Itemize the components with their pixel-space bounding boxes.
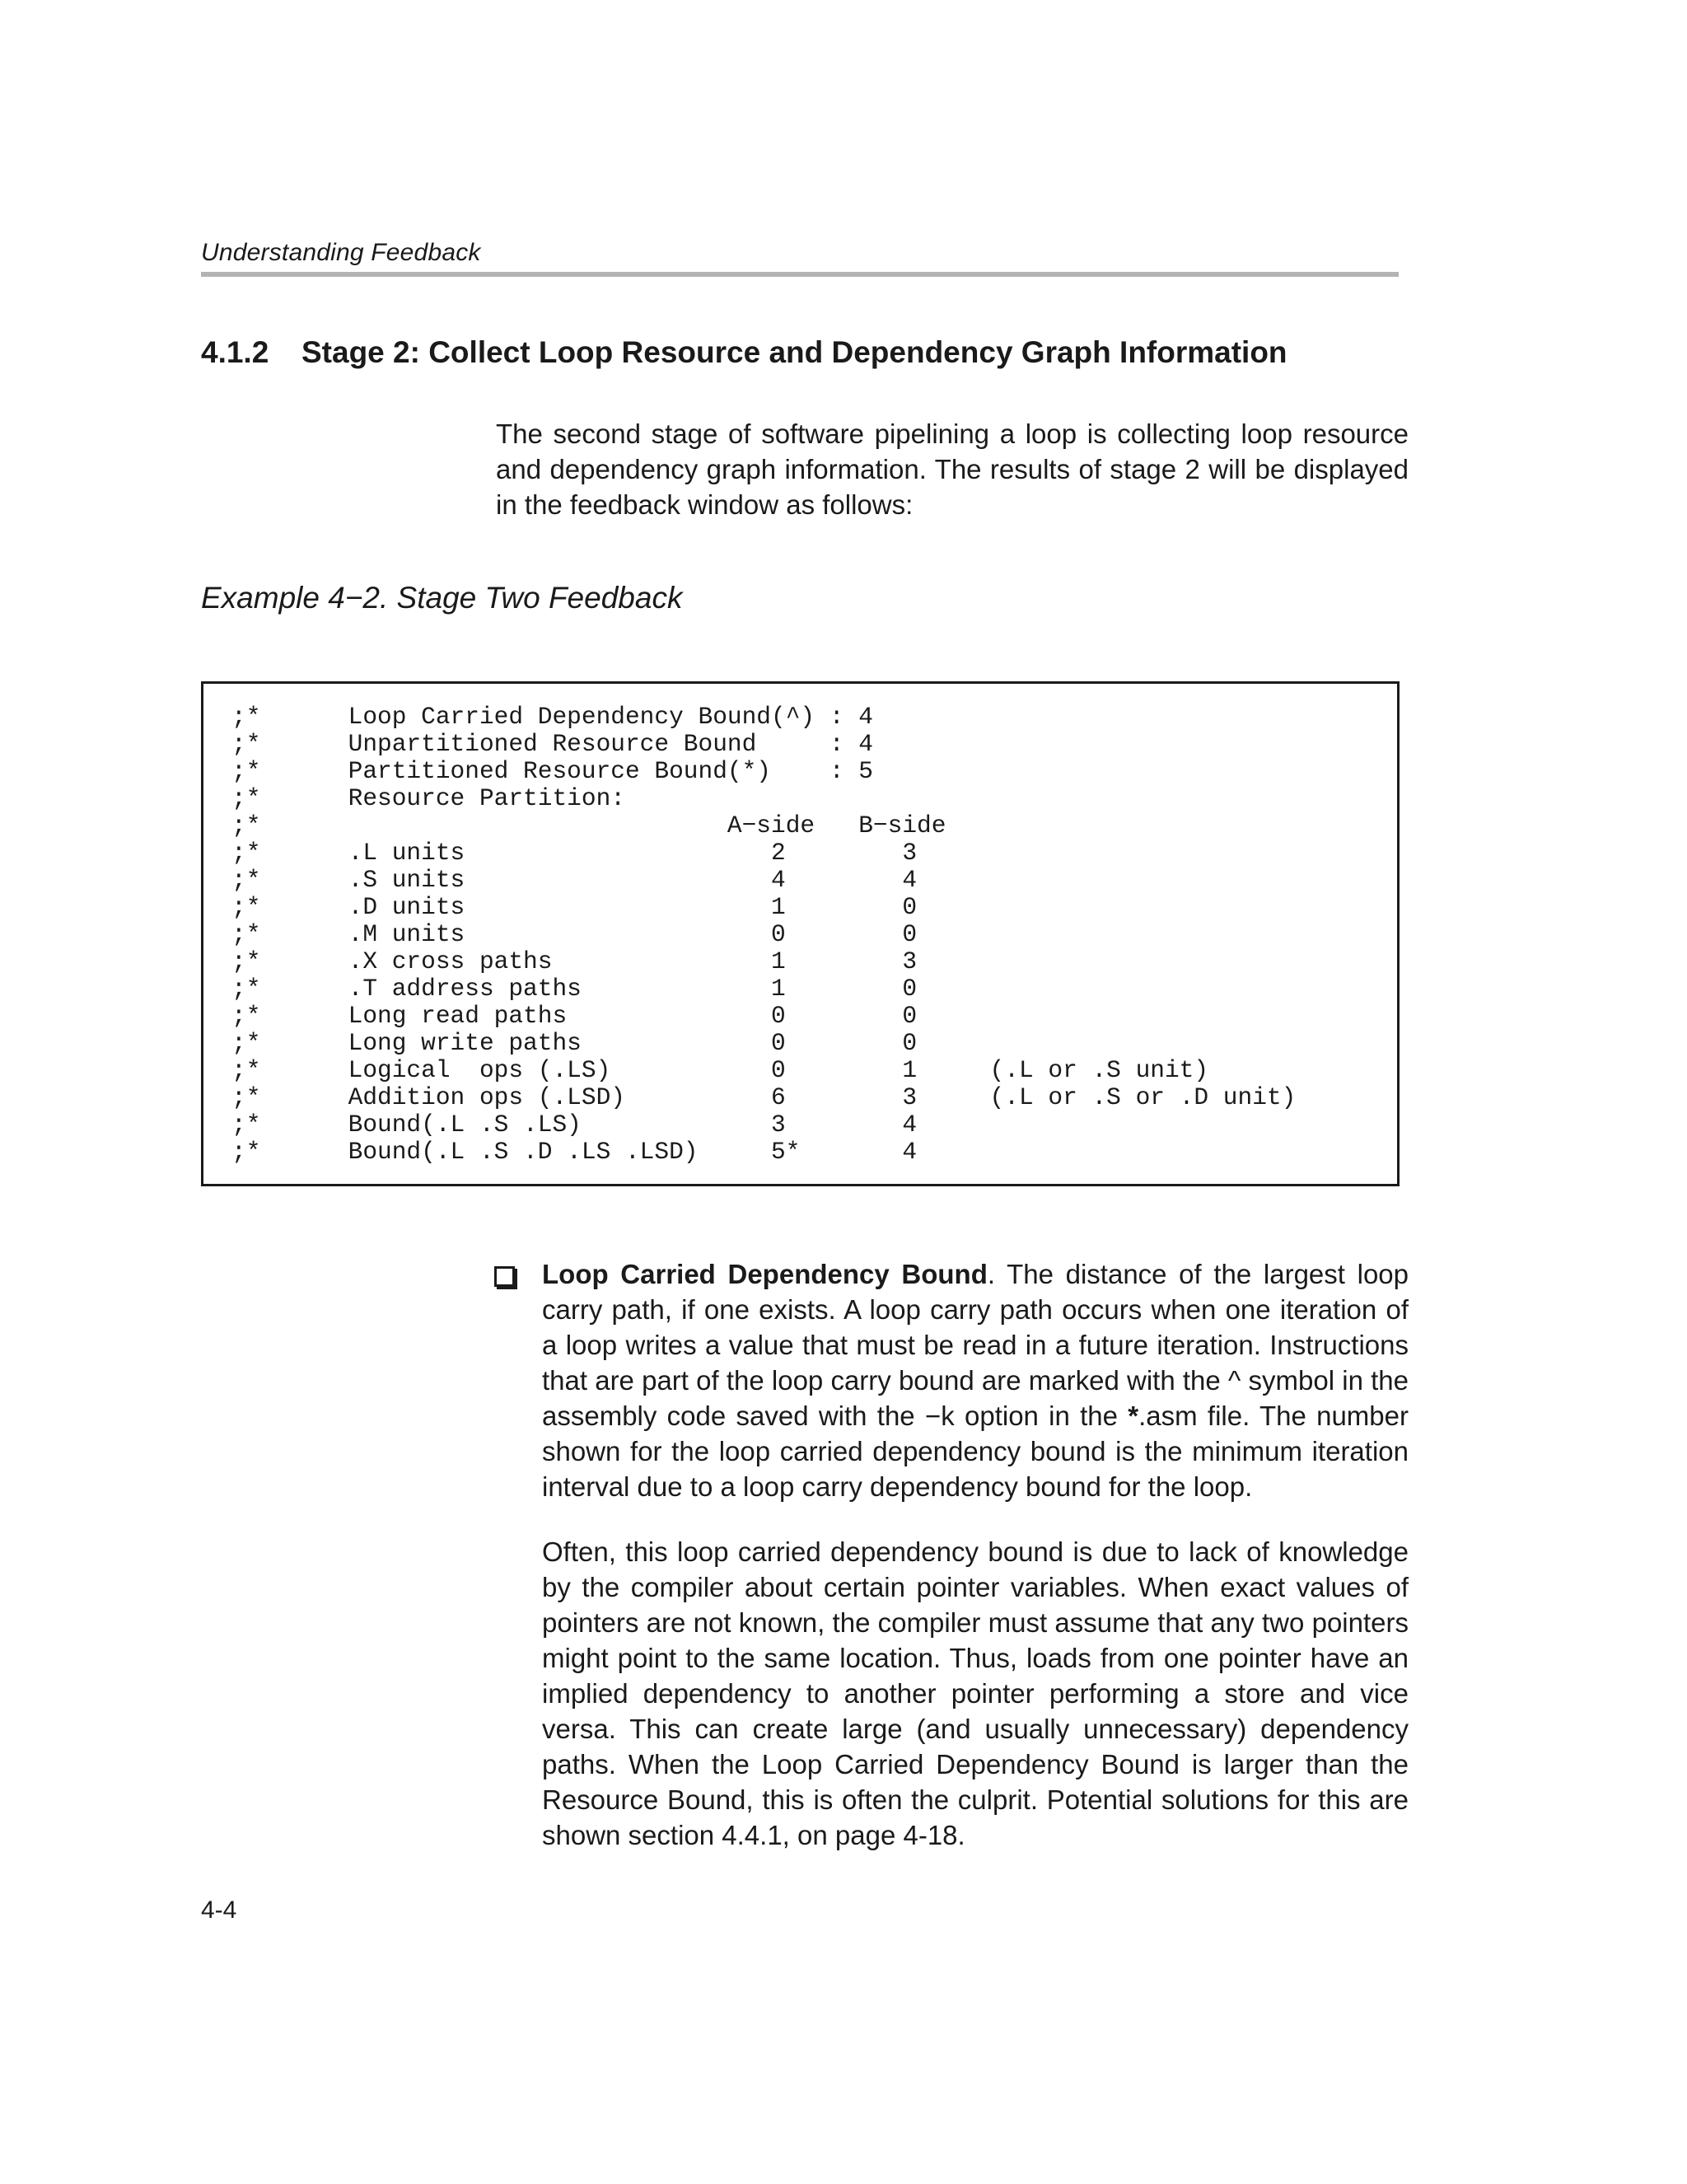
example-title: Example 4−2. Stage Two Feedback xyxy=(201,581,683,615)
code-listing: ;* Loop Carried Dependency Bound(^) : 4 ;* Unpartitioned Resource Bound : 4 ;* Partitioned Resource Bound(*) : 5 ;* Resource Partition: ;* A−side B−side ;* .L units 2 3 ;* .S units 4 4 ;* .D units 1 0 ;* .M units 0 0 ;* .X cross paths 1 3 ;* .T address paths 1 0 ;* Long read paths 0 0 ;* Long write paths 0 0 ;* Logical ops (.LS) 0 1 (.L or .S unit) ;* Addition ops (.LSD) 6 3 (.L or .S or .D unit) ;* Bound(.L .S .LS) 3 4 ;* Bound(.L .S .D .LS .LSD) 5* 4 xyxy=(231,703,1297,1166)
bullet-body-part-1: . The distance of the largest loop carry path, if one exists. A loop carry path occurs when one iteration of a loop writes a value that must be read in a future iteration. Instructions that are part of the loop carry bound are marked with the ^ symbol in the assembly code saved with the −k option in the xyxy=(542,1259,1409,1431)
intro-paragraph: The second stage of software pipelining a loop is collecting loop resource and dependency graph information. The results of stage 2 will be displayed in the feedback window as follows: xyxy=(496,419,1409,520)
code-listing-box xyxy=(201,681,1400,1186)
bullet-item xyxy=(494,1256,1409,1504)
header-rule xyxy=(201,272,1399,277)
bullet-text xyxy=(542,1256,1409,1504)
running-header: Understanding Feedback xyxy=(201,239,481,266)
bullet-asm-star: * xyxy=(1128,1401,1139,1431)
section-heading xyxy=(201,335,1287,370)
section-title: Stage 2: Collect Loop Resource and Dependency Graph Information xyxy=(301,335,1287,369)
checkbox-bullet-icon xyxy=(494,1266,515,1287)
section-number: 4.1.2 xyxy=(201,335,269,369)
page-number: 4-4 xyxy=(201,1896,237,1924)
bullet-term: Loop Carried Dependency Bound xyxy=(542,1259,988,1289)
bullet-body-part-2: .asm file. The number shown for the loop carried dependency bound is the minimum iteration interval due to a loop carry dependency bound for the loop. xyxy=(542,1401,1409,1502)
paragraph-2: Often, this loop carried dependency bound is due to lack of knowledge by the compiler about certain pointer variables. When exact values of pointers are not known, the compiler must assume that any two pointers might point to the same location. Thus, loads from one pointer have an implied dependency to another pointer performing a store and vice versa. This can create large (and usually unnecessary) dependency paths. When the Loop Carried Dependency Bound is larger than the Resource Bound, this is often the culprit. Potential solutions for this are shown section 4.4.1, on page 4-18. xyxy=(542,1536,1409,1850)
